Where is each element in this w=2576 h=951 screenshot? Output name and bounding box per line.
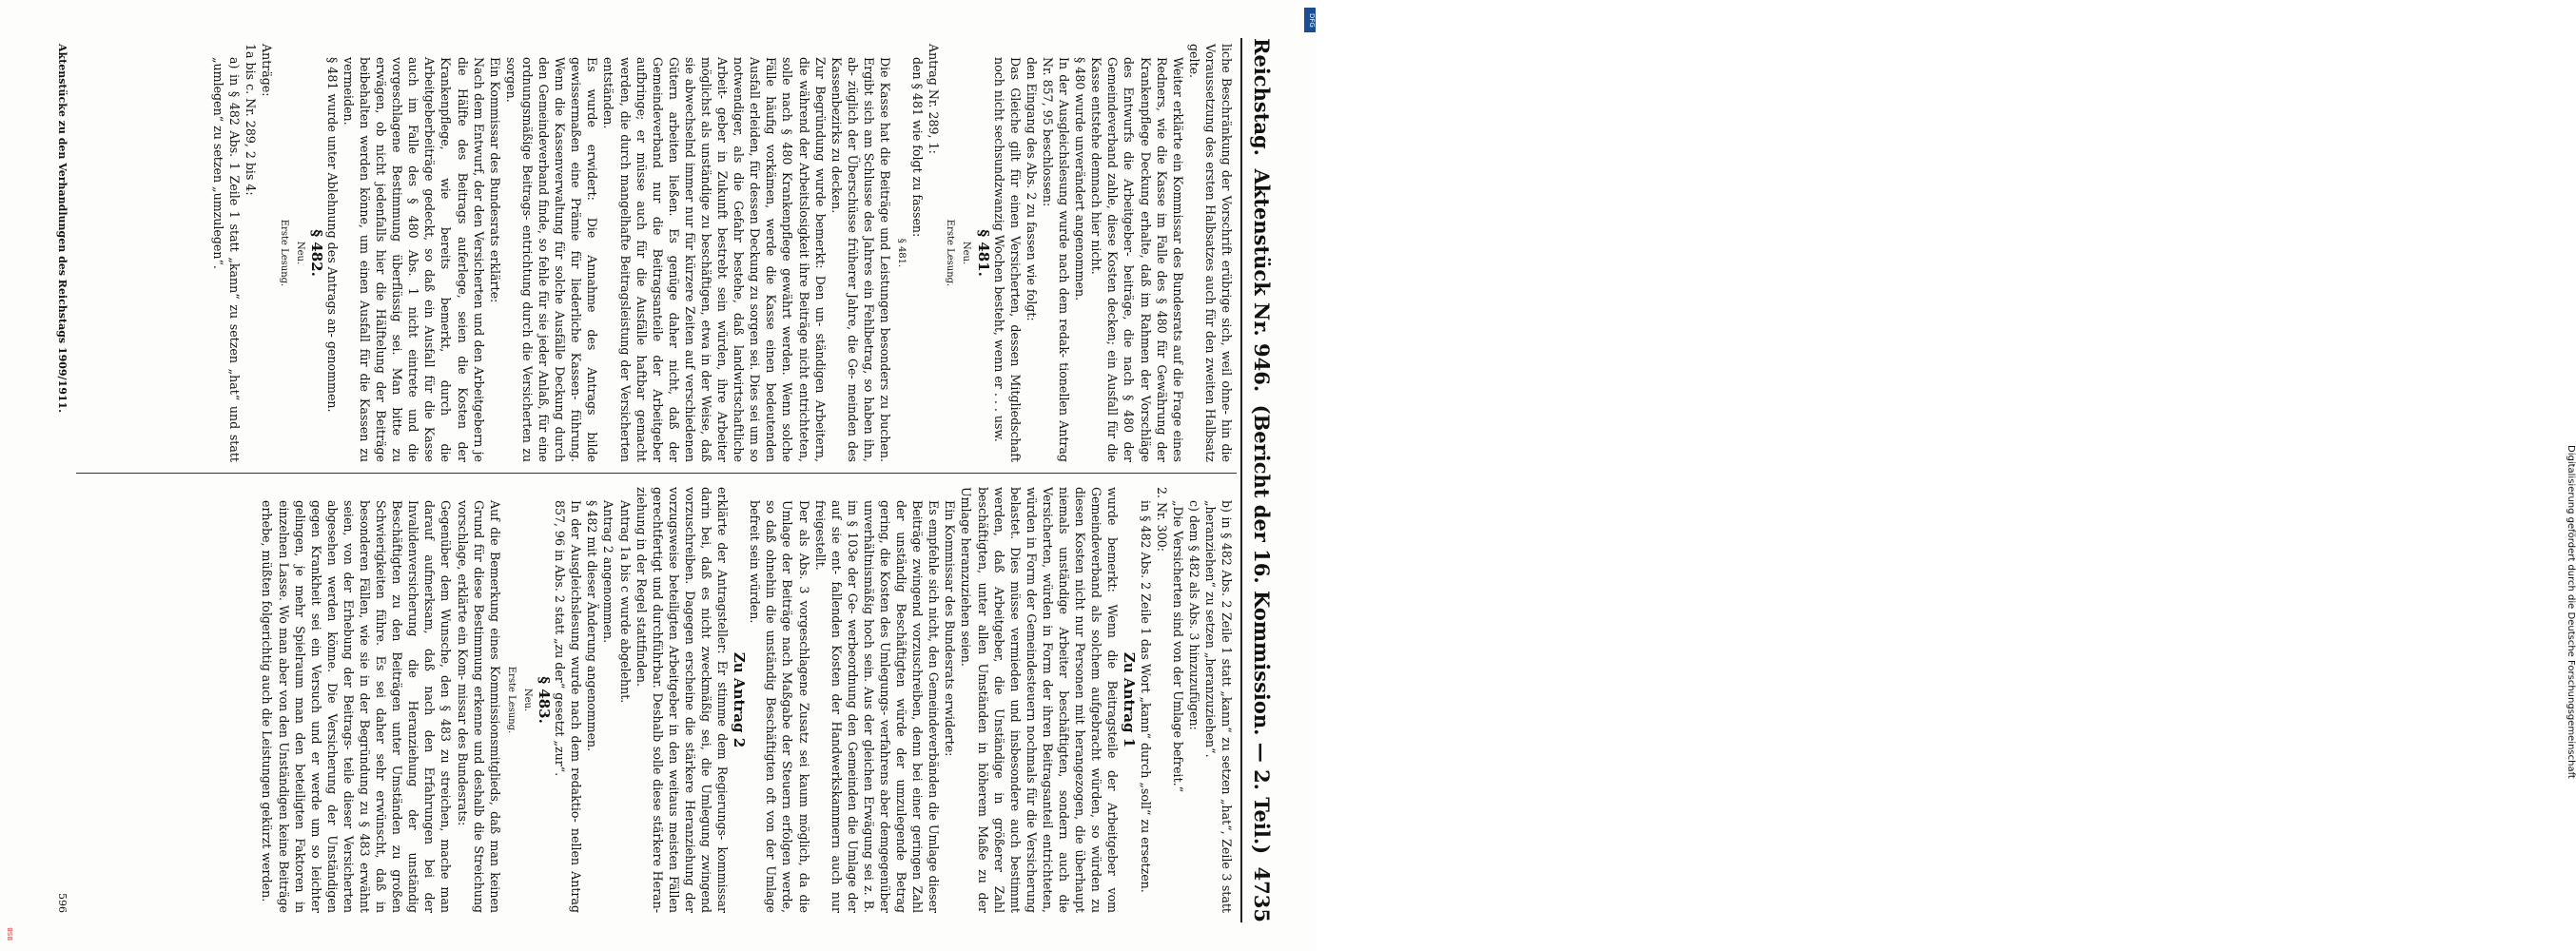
paragraph: 1a bis c. Nr. 289, 2 bis 4:: [244, 44, 259, 196]
paragraph: erklärte der Antragsteller: Er stimme dem Regierungs- kommissar darin bei, daß es nicht zweckmäßig sei, die Umlegung zwingend vorzuschreiben. Dagegen erscheine die stärkere Heranziehung der vorzugsweise beteiligten Arbeitgeber in den weitaus meisten Fällen gerechtfertigt und durchführbar. Deshalb solle diese stärkere Heran- ziehung in der Regel stattfinden.: [634, 487, 731, 913]
section-note: Erste Lesung.: [945, 219, 956, 287]
section-note: Neu.: [521, 688, 533, 712]
paragraph: Antrag 2 angenommen.: [601, 500, 616, 644]
page-number: 4735: [1250, 866, 1275, 922]
paragraph: Ein Kommissar des Bundesrats erklärte:: [487, 57, 502, 303]
paragraph: den § 481 wie folgt zu fassen:: [910, 57, 926, 238]
paragraph: Zur Begründung wurde bemerkt: Den un- ständigen Arbeitern, die während der Arbeitslosigkeit ihre Beiträge nicht entrichteten, solle nach § 480 Krankenpflege gewährt werden. Wenn solche Fälle häufig vorkämen, werde die Kasse einen bedeutenden Ausfall erleiden, für dessen Deckung zu sorgen sei. Dies sei um so notwendiger, als die Gefahr bestehe, daß landwirtschaftliche Arbeit- geber in Zukunft bestrebt sein würden, ihre Arbeiter möglichst als unständige zu beschäftigen, etwa in der Weise, daß sie abwechselnd immer nur für kürzere Zeiten auf verschiedenen Gütern arbeiten ließen. Es genüge daher nicht, daß der Gemeindeverband nur die Beitragsanteile der Arbeitgeber aufbringe; er müsse auch für die Ausfälle haftbar gemacht werden, die durch mangelhafte Beitragsleistung der Versicherten entständen.: [601, 57, 828, 462]
section-heading: Zu Antrag 1: [1121, 651, 1139, 748]
header-rule: [1240, 38, 1242, 922]
paragraph: „Die Versicherten sind von der Umlage befreit.“: [1170, 500, 1185, 793]
left-column: [210, 44, 1235, 462]
right-column: [259, 487, 1235, 913]
paragraph: wurde bemerkt: Wenn die Beitragsteile der Arbeitgeber vom Gemeindeverband als solchem aufgebracht würden, so würden zu diesen Kosten nicht nur Personen mit herangezogen, die überhaupt niemals unständige Arbeiter beschäftigten, sondern auch die Versicherten, würden in Form der ihren Beitragsanteil entrichteten, würden in Form der Gemeindesteuern nochmals für die Versicherung belastet. Dies müsse vermieden und insbesondere auch bestimmt werden, daß Arbeitgeber, die Unständige in größerer Zahl beschäftigten, unter allen Umständen in höherem Maße zu der Umlage heranzuziehen seien.: [959, 487, 1121, 913]
paragraph: Weiter erklärte ein Kommissar des Bundesrats auf die Frage eines Redners, wie die Kasse im Falle des § 480 für Gewährung der Krankenpflege Deckung erhalte, daß im Rahmen der Vorschläge des Entwurfs die Arbeitgeber- beiträge, die nach § 480 der Gemeindeverband zahle, diese Kosten decken; ein Ausfall für die Kasse entstehe demnach hier nicht.: [1089, 57, 1185, 462]
paragraph: b) in § 482 Abs. 2 Zeile 1 statt „kann“ zu setzen „hat“, Zeile 3 statt „heranziehen“ zu setzen „heranzuziehen“.: [1202, 500, 1234, 913]
header-right: (Bericht der 16. Kommission. — 2. Teil.): [1250, 404, 1275, 855]
paragraph: Anträge:: [260, 44, 275, 97]
section-heading: Zu Antrag 2: [731, 651, 749, 748]
section-heading: § 482.: [307, 229, 325, 277]
paragraph: § 481 wurde unter Ablehnung des Antrags an- genommen.: [324, 57, 340, 413]
paragraph: 2. Nr. 300:: [1154, 487, 1169, 552]
paragraph: § 480 wurde unverändert angenommen.: [1073, 57, 1088, 301]
watermark-text: Digitalisierung gefördert durch die Deutsche Forschungsgemeinschaft: [2566, 445, 2576, 779]
paragraph: Antrag Nr. 289, 1:: [927, 44, 942, 154]
section-heading: § 483.: [536, 676, 554, 724]
footer-page-number: 596: [56, 893, 68, 913]
paragraph: Es wurde erwidert: Die Annahme des Antrags bilde gewissermaßen eine Prämie für liederliche Kassen- führung. Wenn die Kassenverwaltung für solche Ausfälle Deckung durch den Gemeindeverband finde, so fehle für sie jeder Anlaß, für eine ordnungsmäßige Beitrags- entrichtung durch die Versicherten zu sorgen.: [503, 57, 600, 462]
paragraph: Auf die Bemerkung eines Kommissionsmitglieds, daß man keinen Grund für diese Bestimmung erkenne und deshalb die Streichung vorschlage, erklärte ein Kom- missar des Bundesrats:: [455, 500, 502, 913]
paragraph: Die Kasse hat die Beiträge und Leistungen besonders zu buchen. Ergibt sich am Schlusse des Jahres ein Fehlbetrag, so haben ihn, ab- züglich der Überschüsse früherer Jahre, die Ge- meinden des Kassenbezirks zu decken.: [829, 57, 893, 462]
footer-source: Aktenstücke zu den Verhandlungen des Reichstags 1909/1911.: [56, 44, 68, 413]
section-note: § 481.: [896, 238, 907, 268]
paragraph: Es empfehle sich nicht, den Gemeindeverbänden die Umlage dieser Beiträge zwingend vorzuschreiben, denn bei einer geringen Zahl der unständig Beschäftigten würde der umzulegende Betrag gering, die Kosten des Umlegungs- verfahrens aber demgegenüber unverhältnismäßig hoch sein. Aus der gleichen Erwägung sei z. B. im § 103e der Ge- werbeordnung den Gemeinden die Umlage der auf sie ent- fallenden Kosten der Handwerkskammern auch nur freigestellt.: [812, 500, 942, 913]
paragraph: liche Beschränkung der Vorschrift erübrige sich, weil ohne- hin die Voraussetzung des ersten Halbsatzes auch für den zweiten Halbsatz gelte.: [1186, 44, 1234, 462]
header-center: Aktenstück Nr. 946.: [1250, 168, 1275, 393]
section-note: Neu.: [294, 241, 305, 265]
paragraph: in § 482 Abs. 2 Zeile 1 das Wort „kann“ durch „soll“ zu ersetzen.: [1138, 500, 1153, 893]
paragraph: Nach dem Entwurf, der den Versicherten und den Arbeitgebern je die Hälfte des Beitrags auferlege, seien die Kosten der Krankenpflege, wie bereits bemerkt, durch die Arbeitgeberbeiträge gedeckt, so daß ein Ausfall für die Kasse auch im Falle des § 480 Abs. 1 nicht eintrete und die vorgeschlagene Bestimmung überflüssig sei. Man bitte zu erwägen, ob nicht jedenfalls hier die Hälftelung der Beiträge beibehalten werden könne, um einen Ausfall für die Kassen zu vermeiden.: [341, 57, 486, 462]
section-heading: § 481.: [974, 229, 992, 277]
paragraph: Gegenüber dem Wunsche, den § 483 zu streichen, mache man darauf aufmerksam, daß nach den Erfahrungen bei der Invalidenversicherung die Heranziehung der unständig Beschäftigten zu den Beiträgen unter Umständen zu großen Schwierigkeiten führe. Es sei daher sehr erwünscht, daß in besonderen Fällen, wie sie in der Begründung zu § 483 erwähnt seien, von der Erhebung der Beitrags- teile dieser Versicherten abgesehen werden könne. Die Versicherung der Unständigen gegen Krankheit sei ein Versuch und er werde um so leichter gelingen, je mehr Spielraum man den beteiligten Faktoren in einzelnen Lasse. Wo man aber von den Unständigen keine Beiträge erhebe, müßten folgerichtig auch die Leistungen gekürzt werden.: [260, 500, 454, 913]
paragraph: den Eingang des Abs. 2 zu fassen wie folgt:: [1024, 57, 1039, 321]
section-note: Neu.: [961, 241, 972, 265]
paragraph: a) in § 482 Abs. 1 Zeile 1 statt „kann“ zu setzen „hat“ und statt „umlegen“ zu setzen „umzulegen“.: [211, 57, 243, 462]
paragraph: Ein Kommissar des Bundesrats erwiderte:: [943, 500, 958, 757]
dfg-logo: DFG: [1304, 8, 1316, 32]
paragraph: Der als Abs. 3 vorgeschlagene Zusatz sei kaum möglich, da die Umlage der Beiträge nach Maßgabe der Steuern erfolgen werde, so daß ohnehin die unständig Beschäftigten oft von der Umlage befreit sein würden.: [748, 500, 811, 913]
running-header: [1246, 38, 1278, 922]
paragraph: In der Ausgleichslesung wurde nach dem redak- tionellen Antrag Nr. 857, 95 beschlossen:: [1040, 57, 1072, 462]
paragraph: In der Ausgleichslesung wurde nach dem redaktio- nellen Antrag 857, 96 in Abs. 2 statt „zu der“ gesetzt „zur“.: [553, 500, 584, 913]
paragraph: Antrag 1a bis c wurde abgelehnt.: [617, 500, 633, 704]
header-left: Reichstag.: [1250, 38, 1275, 156]
paragraph: § 482 mit dieser Änderung angenommen.: [585, 500, 600, 752]
section-note: Erste Lesung.: [278, 219, 289, 287]
section-note: Erste Lesung.: [505, 666, 517, 734]
column-divider: [76, 473, 1237, 474]
paragraph: Das Gleiche gilt für einen Versicherten, dessen Mitgliedschaft noch nicht sechsundzwanzig Wochen besteht, wenn er . . . usw.: [991, 57, 1023, 462]
bsb-stamp: BSB: [6, 927, 14, 941]
paragraph: c) dem § 482 als Abs. 3 hinzuzufügen:: [1186, 500, 1201, 730]
